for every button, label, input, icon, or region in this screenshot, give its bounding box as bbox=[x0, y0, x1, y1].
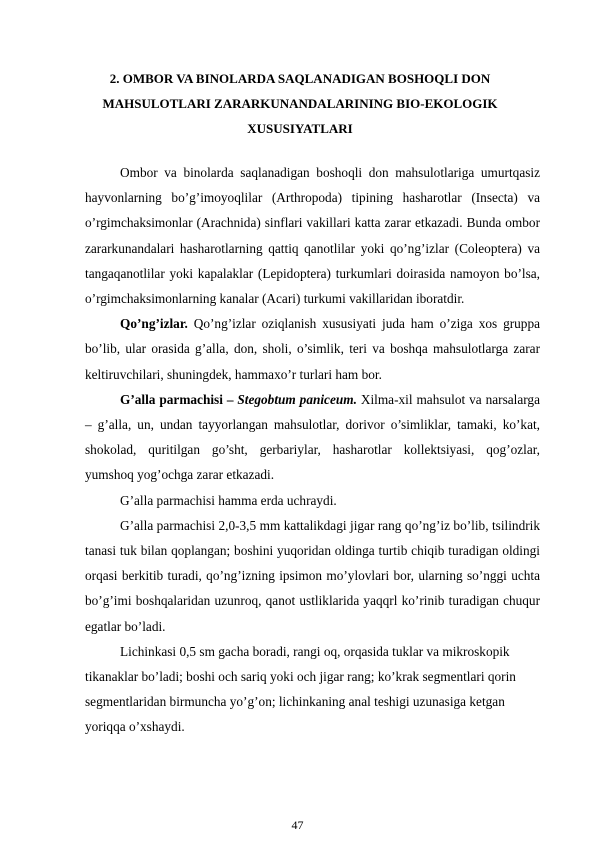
page-number: 47 bbox=[291, 818, 304, 832]
drugstore-beetle-heading: G’alla parmachisi – bbox=[120, 391, 234, 407]
title-line-3: XUSUSIYATLARI bbox=[247, 121, 353, 136]
paragraph-distribution: G’alla parmachisi hamma erda uchraydi. bbox=[120, 492, 337, 508]
paragraph-drugstore-beetle bbox=[85, 387, 540, 488]
title-line-2: MAHSULOTLARI ZARARKUNANDALARINING BIO-EKOLOGIK bbox=[102, 96, 498, 111]
paragraph-intro: Ombor va binolarda saqlanadigan boshoqli don mahsulotlariga umurtqasiz hayvonlarning bo’g’imoyoqlilar (Arthropoda) tipining hasharotlar (Insecta) va o’rgimchaksimonlar (Arachnida) sinflari vakillari katta zarar etkazadi. Bunda ombor zararkunandalari hasharotlarning qattiq qanotlilar yoki qo’ng’izlar (Coleoptera) va tangaqanotlilar yoki kapalaklar (Lepidoptera) turkumlari doirasida namoyon bo’lsa, o’rgimchaksimonlarning kanalar (Acari) turkumi vakillaridan iboratdir. bbox=[85, 165, 540, 307]
body-text bbox=[85, 160, 540, 740]
beetles-text: Qo’ng’izlar oziqlanish xususiyati juda ham o’ziga xos gruppa bo’lib, ular orasida g’alla, don, sholi, o’simlik, teri va boshqa mahsulotlarga zarar keltiruvchilari, shuningdek, hammaxo’r turlari ham bor. bbox=[85, 316, 540, 382]
title-line-1: 2. OMBOR VA BINOLARDA SAQLANADIGAN BOSHOQLI DON bbox=[109, 71, 491, 86]
paragraph-beetles bbox=[85, 311, 540, 387]
beetles-heading: Qo’ng’izlar. bbox=[120, 316, 188, 332]
drugstore-beetle-text: Xilma-xil mahsulot va narsalarga – g’alla, un, undan tayyorlangan mahsulotlar, dorivor o’simliklar, tamaki, ko’kat, shokolad, quritilgan go’sht, gerbariylar, hasharotlar kollektsiyasi, qog’ozlar, yumshoq yog’ochga zarar etkazadi. bbox=[85, 391, 540, 483]
paragraph-larva-description: Lichinkasi 0,5 sm gacha boradi, rangi oq, orqasida tuklar va mikroskopik tikanaklar bo’ladi; boshi och sariq yoki och jigar rang; ko’krak segmentlari qorin segmentlaridan birmuncha yo’g’on; lichinkaning anal teshigi uzunasiga ketgan yoriqqa o’xshaydi. bbox=[85, 643, 516, 735]
section-title bbox=[80, 66, 520, 141]
paragraph-adult-description: G’alla parmachisi 2,0-3,5 mm kattalikdagi jigar rang qo’ng’iz bo’lib, tsilindrik tanasi tuk bilan qoplangan; boshini yuqoridan oldinga turtib chiqib turadigan oldingi orqasi berkitib turadi, qo’ng’izning ipsimon mo’ylovlari bor, ularning so’nggi uchta bo’g’imi boshqalaridan uzunroq, qanot ustliklarida yaqqrl ko’rinib turadigan chuqur egatlar bo’ladi. bbox=[85, 517, 540, 634]
drugstore-beetle-latin-name: Stegobtum paniceum. bbox=[237, 391, 357, 407]
